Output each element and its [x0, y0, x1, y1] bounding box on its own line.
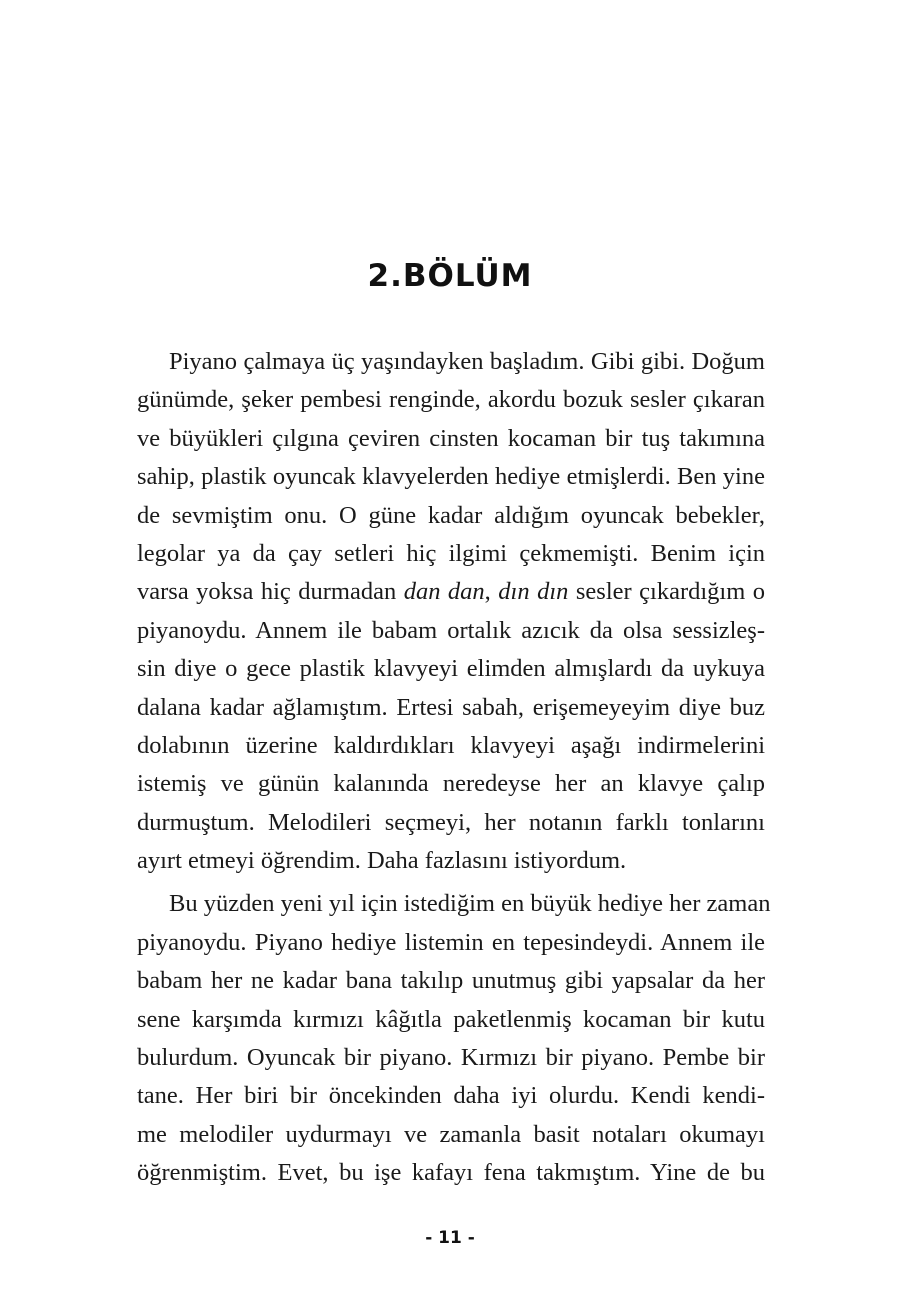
italic-text: dın dın	[498, 578, 569, 606]
text-segment: günümde, şeker pembesi renginde, akordu bozuk sesler çıkaran	[137, 386, 765, 414]
paragraph	[137, 343, 765, 880]
text-line	[137, 1116, 765, 1154]
text-segment: öğrenmiştim. Evet, bu işe kafayı fena takmıştım. Yine de bu	[137, 1159, 765, 1187]
body-text	[137, 343, 771, 1193]
text-line	[137, 1077, 765, 1115]
text-line	[137, 924, 765, 962]
text-segment: sesler çıkardığım o	[568, 578, 766, 606]
text-line	[137, 1001, 765, 1039]
text-segment: bulurdum. Oyuncak bir piyano. Kırmızı bir piyano. Pembe bir	[137, 1044, 765, 1072]
text-line	[137, 689, 765, 727]
text-line	[137, 612, 765, 650]
text-segment: ve büyükleri çılgına çeviren cinsten kocaman bir tuş takımına	[137, 424, 765, 452]
italic-text: dan dan	[403, 578, 485, 606]
text-segment: istemiş ve günün kalanında neredeyse her an klavye çalıp	[137, 770, 765, 798]
text-line	[137, 573, 765, 611]
text-segment: babam her ne kadar bana takılıp unutmuş gibi yapsalar da her	[137, 967, 765, 995]
text-segment: me melodiler uydurmayı ve zamanla basit notaları okumayı	[137, 1120, 765, 1148]
text-line	[137, 1154, 765, 1192]
text-segment: dolabının üzerine kaldırdıkları klavyeyi aşağı indirmelerini	[137, 731, 765, 759]
text-line	[137, 962, 765, 1000]
text-line	[137, 804, 765, 842]
text-segment: sin diye o gece plastik klavyeyi elimden almışlardı da uykuya	[137, 655, 765, 683]
text-line	[137, 650, 765, 688]
text-line	[137, 420, 765, 458]
text-segment: durmuştum. Melodileri seçmeyi, her notanın farklı tonlarını	[137, 808, 765, 836]
text-line	[137, 765, 765, 803]
text-line	[137, 842, 765, 880]
text-line	[137, 727, 765, 765]
chapter-title: 2.BÖLÜM	[367, 258, 533, 294]
text-segment: legolar ya da çay setleri hiç ilgimi çekmemişti. Benim için	[137, 539, 765, 567]
text-segment: tane. Her biri bir öncekinden daha iyi olurdu. Kendi kendi-	[137, 1082, 765, 1110]
text-segment: ,	[484, 578, 499, 606]
paragraph	[137, 885, 771, 1192]
text-segment: de sevmiştim onu. O güne kadar aldığım oyuncak bebekler,	[137, 501, 765, 529]
text-line	[137, 497, 765, 535]
text-line	[137, 343, 765, 381]
text-line	[137, 458, 765, 496]
text-line	[137, 535, 765, 573]
text-line	[137, 1039, 765, 1077]
text-segment: Piyano çalmaya üç yaşındayken başladım. Gibi gibi. Doğum	[169, 348, 765, 375]
text-segment: piyanoydu. Piyano hediye listemin en tepesindeydi. Annem ile	[137, 928, 765, 956]
text-segment: varsa yoksa hiç durmadan	[137, 578, 404, 606]
text-segment: dalana kadar ağlamıştım. Ertesi sabah, erişemeyeyim diye buz	[137, 693, 765, 721]
text-segment: sene karşımda kırmızı kâğıtla paketlenmiş kocaman bir kutu	[137, 1005, 765, 1033]
page-number: - 11 -	[425, 1228, 475, 1248]
text-segment: ayırt etmeyi öğrendim. Daha fazlasını istiyordum.	[137, 847, 627, 875]
text-line	[137, 885, 771, 923]
text-segment: sahip, plastik oyuncak klavyelerden hediye etmişlerdi. Ben yine	[137, 463, 765, 491]
text-segment: Bu yüzden yeni yıl için istediğim en büyük hediye her zaman	[169, 890, 771, 918]
text-line	[137, 381, 765, 419]
text-segment: piyanoydu. Annem ile babam ortalık azıcık da olsa sessizleş-	[137, 616, 765, 644]
